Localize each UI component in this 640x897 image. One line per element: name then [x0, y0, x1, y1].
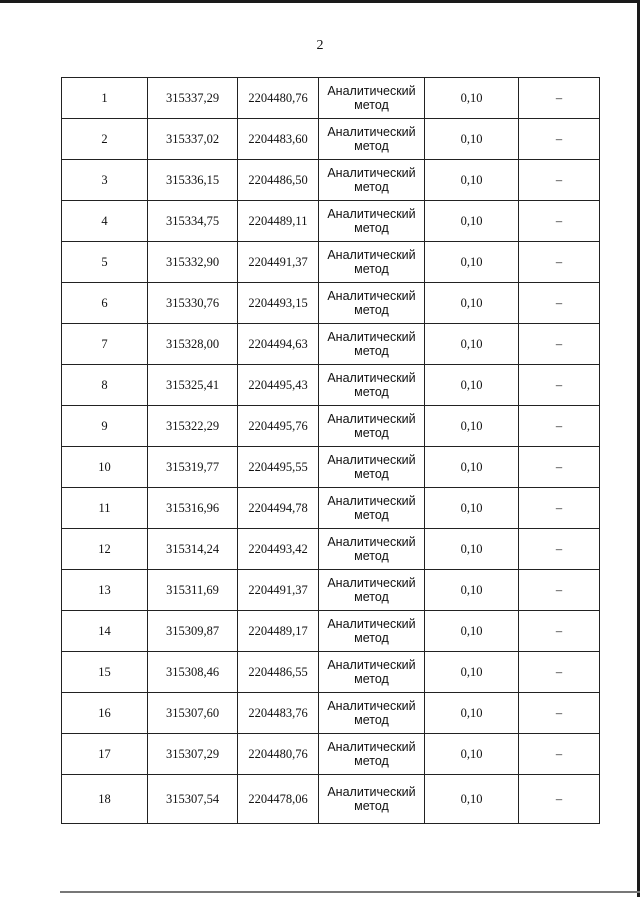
method-line-2: метод — [354, 672, 389, 686]
accuracy-cell: 0,10 — [425, 283, 519, 324]
method-cell — [319, 242, 425, 283]
note-cell: – — [519, 447, 600, 488]
note-cell: – — [519, 160, 600, 201]
note-cell: – — [519, 242, 600, 283]
method-line-2: метод — [354, 385, 389, 399]
y-coordinate-cell: 2204491,37 — [238, 242, 319, 283]
method-line-2: метод — [354, 631, 389, 645]
x-coordinate-cell: 315307,29 — [148, 734, 238, 775]
y-coordinate-cell: 2204483,76 — [238, 693, 319, 734]
method-cell — [319, 488, 425, 529]
y-coordinate-cell: 2204480,76 — [238, 78, 319, 119]
table-row — [62, 652, 600, 693]
table-row — [62, 734, 600, 775]
x-coordinate-cell: 315325,41 — [148, 365, 238, 406]
note-cell: – — [519, 529, 600, 570]
point-number-cell: 17 — [62, 734, 148, 775]
y-coordinate-cell: 2204489,11 — [238, 201, 319, 242]
table-row — [62, 488, 600, 529]
y-coordinate-cell: 2204491,37 — [238, 570, 319, 611]
note-cell: – — [519, 283, 600, 324]
x-coordinate-cell: 315332,90 — [148, 242, 238, 283]
note-cell: – — [519, 775, 600, 824]
point-number-cell: 15 — [62, 652, 148, 693]
y-coordinate-cell: 2204486,55 — [238, 652, 319, 693]
method-line-1: Аналитический — [327, 494, 416, 508]
method-line-1: Аналитический — [327, 166, 416, 180]
accuracy-cell: 0,10 — [425, 324, 519, 365]
table-row — [62, 283, 600, 324]
method-cell — [319, 78, 425, 119]
method-line-1: Аналитический — [327, 658, 416, 672]
method-line-1: Аналитический — [327, 330, 416, 344]
accuracy-cell: 0,10 — [425, 201, 519, 242]
y-coordinate-cell: 2204483,60 — [238, 119, 319, 160]
method-line-2: метод — [354, 799, 389, 813]
y-coordinate-cell: 2204486,50 — [238, 160, 319, 201]
y-coordinate-cell: 2204494,63 — [238, 324, 319, 365]
point-number-cell: 11 — [62, 488, 148, 529]
y-coordinate-cell: 2204495,76 — [238, 406, 319, 447]
accuracy-cell: 0,10 — [425, 78, 519, 119]
x-coordinate-cell: 315307,60 — [148, 693, 238, 734]
point-number-cell: 10 — [62, 447, 148, 488]
method-line-1: Аналитический — [327, 453, 416, 467]
y-coordinate-cell: 2204494,78 — [238, 488, 319, 529]
note-cell: – — [519, 611, 600, 652]
accuracy-cell: 0,10 — [425, 611, 519, 652]
method-cell — [319, 611, 425, 652]
method-line-1: Аналитический — [327, 248, 416, 262]
method-line-1: Аналитический — [327, 84, 416, 98]
table-row — [62, 447, 600, 488]
scan-edge-top — [0, 0, 640, 3]
method-cell — [319, 324, 425, 365]
method-line-2: метод — [354, 549, 389, 563]
table-row — [62, 324, 600, 365]
x-coordinate-cell: 315319,77 — [148, 447, 238, 488]
method-cell — [319, 365, 425, 406]
coordinates-table — [61, 77, 600, 824]
method-cell — [319, 775, 425, 824]
table-row — [62, 201, 600, 242]
method-cell — [319, 406, 425, 447]
method-cell — [319, 529, 425, 570]
x-coordinate-cell: 315309,87 — [148, 611, 238, 652]
note-cell: – — [519, 570, 600, 611]
note-cell: – — [519, 406, 600, 447]
method-line-2: метод — [354, 139, 389, 153]
method-line-1: Аналитический — [327, 699, 416, 713]
point-number-cell: 9 — [62, 406, 148, 447]
table-row — [62, 78, 600, 119]
note-cell: – — [519, 119, 600, 160]
note-cell: – — [519, 201, 600, 242]
note-cell: – — [519, 324, 600, 365]
method-cell — [319, 652, 425, 693]
accuracy-cell: 0,10 — [425, 693, 519, 734]
method-line-1: Аналитический — [327, 412, 416, 426]
y-coordinate-cell: 2204495,55 — [238, 447, 319, 488]
method-cell — [319, 160, 425, 201]
point-number-cell: 14 — [62, 611, 148, 652]
point-number-cell: 8 — [62, 365, 148, 406]
method-line-2: метод — [354, 262, 389, 276]
table-row — [62, 529, 600, 570]
method-line-1: Аналитический — [327, 289, 416, 303]
method-line-2: метод — [354, 221, 389, 235]
point-number-cell: 3 — [62, 160, 148, 201]
method-line-1: Аналитический — [327, 371, 416, 385]
method-line-2: метод — [354, 754, 389, 768]
method-line-1: Аналитический — [327, 740, 416, 754]
point-number-cell: 5 — [62, 242, 148, 283]
table-row — [62, 365, 600, 406]
method-line-1: Аналитический — [327, 785, 416, 799]
x-coordinate-cell: 315311,69 — [148, 570, 238, 611]
point-number-cell: 12 — [62, 529, 148, 570]
note-cell: – — [519, 78, 600, 119]
note-cell: – — [519, 488, 600, 529]
point-number-cell: 7 — [62, 324, 148, 365]
x-coordinate-cell: 315308,46 — [148, 652, 238, 693]
method-line-2: метод — [354, 303, 389, 317]
note-cell: – — [519, 693, 600, 734]
method-cell — [319, 201, 425, 242]
table-row — [62, 242, 600, 283]
method-line-1: Аналитический — [327, 576, 416, 590]
table-row — [62, 775, 600, 824]
accuracy-cell: 0,10 — [425, 652, 519, 693]
x-coordinate-cell: 315337,29 — [148, 78, 238, 119]
page-number: 2 — [316, 38, 324, 53]
x-coordinate-cell: 315322,29 — [148, 406, 238, 447]
table-row — [62, 160, 600, 201]
y-coordinate-cell: 2204478,06 — [238, 775, 319, 824]
method-line-2: метод — [354, 98, 389, 112]
accuracy-cell: 0,10 — [425, 119, 519, 160]
method-cell — [319, 447, 425, 488]
note-cell: – — [519, 365, 600, 406]
method-cell — [319, 693, 425, 734]
x-coordinate-cell: 315316,96 — [148, 488, 238, 529]
accuracy-cell: 0,10 — [425, 406, 519, 447]
method-cell — [319, 119, 425, 160]
method-line-1: Аналитический — [327, 207, 416, 221]
point-number-cell: 1 — [62, 78, 148, 119]
scan-edge-bottom — [60, 891, 640, 893]
accuracy-cell: 0,10 — [425, 242, 519, 283]
table-row — [62, 119, 600, 160]
method-line-1: Аналитический — [327, 617, 416, 631]
table-row — [62, 611, 600, 652]
method-line-1: Аналитический — [327, 535, 416, 549]
table-row — [62, 406, 600, 447]
table-row — [62, 570, 600, 611]
method-cell — [319, 570, 425, 611]
table-body — [62, 78, 600, 824]
method-line-2: метод — [354, 426, 389, 440]
accuracy-cell: 0,10 — [425, 529, 519, 570]
y-coordinate-cell: 2204493,15 — [238, 283, 319, 324]
accuracy-cell: 0,10 — [425, 365, 519, 406]
x-coordinate-cell: 315314,24 — [148, 529, 238, 570]
method-line-2: метод — [354, 508, 389, 522]
table-row — [62, 693, 600, 734]
point-number-cell: 13 — [62, 570, 148, 611]
method-line-2: метод — [354, 713, 389, 727]
x-coordinate-cell: 315337,02 — [148, 119, 238, 160]
y-coordinate-cell: 2204493,42 — [238, 529, 319, 570]
accuracy-cell: 0,10 — [425, 734, 519, 775]
method-cell — [319, 734, 425, 775]
method-cell — [319, 283, 425, 324]
x-coordinate-cell: 315307,54 — [148, 775, 238, 824]
accuracy-cell: 0,10 — [425, 488, 519, 529]
x-coordinate-cell: 315336,15 — [148, 160, 238, 201]
point-number-cell: 4 — [62, 201, 148, 242]
point-number-cell: 2 — [62, 119, 148, 160]
x-coordinate-cell: 315330,76 — [148, 283, 238, 324]
method-line-2: метод — [354, 344, 389, 358]
note-cell: – — [519, 652, 600, 693]
y-coordinate-cell: 2204489,17 — [238, 611, 319, 652]
method-line-2: метод — [354, 180, 389, 194]
method-line-1: Аналитический — [327, 125, 416, 139]
y-coordinate-cell: 2204495,43 — [238, 365, 319, 406]
accuracy-cell: 0,10 — [425, 570, 519, 611]
y-coordinate-cell: 2204480,76 — [238, 734, 319, 775]
accuracy-cell: 0,10 — [425, 160, 519, 201]
x-coordinate-cell: 315334,75 — [148, 201, 238, 242]
point-number-cell: 18 — [62, 775, 148, 824]
accuracy-cell: 0,10 — [425, 447, 519, 488]
point-number-cell: 16 — [62, 693, 148, 734]
method-line-2: метод — [354, 590, 389, 604]
method-line-2: метод — [354, 467, 389, 481]
x-coordinate-cell: 315328,00 — [148, 324, 238, 365]
point-number-cell: 6 — [62, 283, 148, 324]
accuracy-cell: 0,10 — [425, 775, 519, 824]
note-cell: – — [519, 734, 600, 775]
